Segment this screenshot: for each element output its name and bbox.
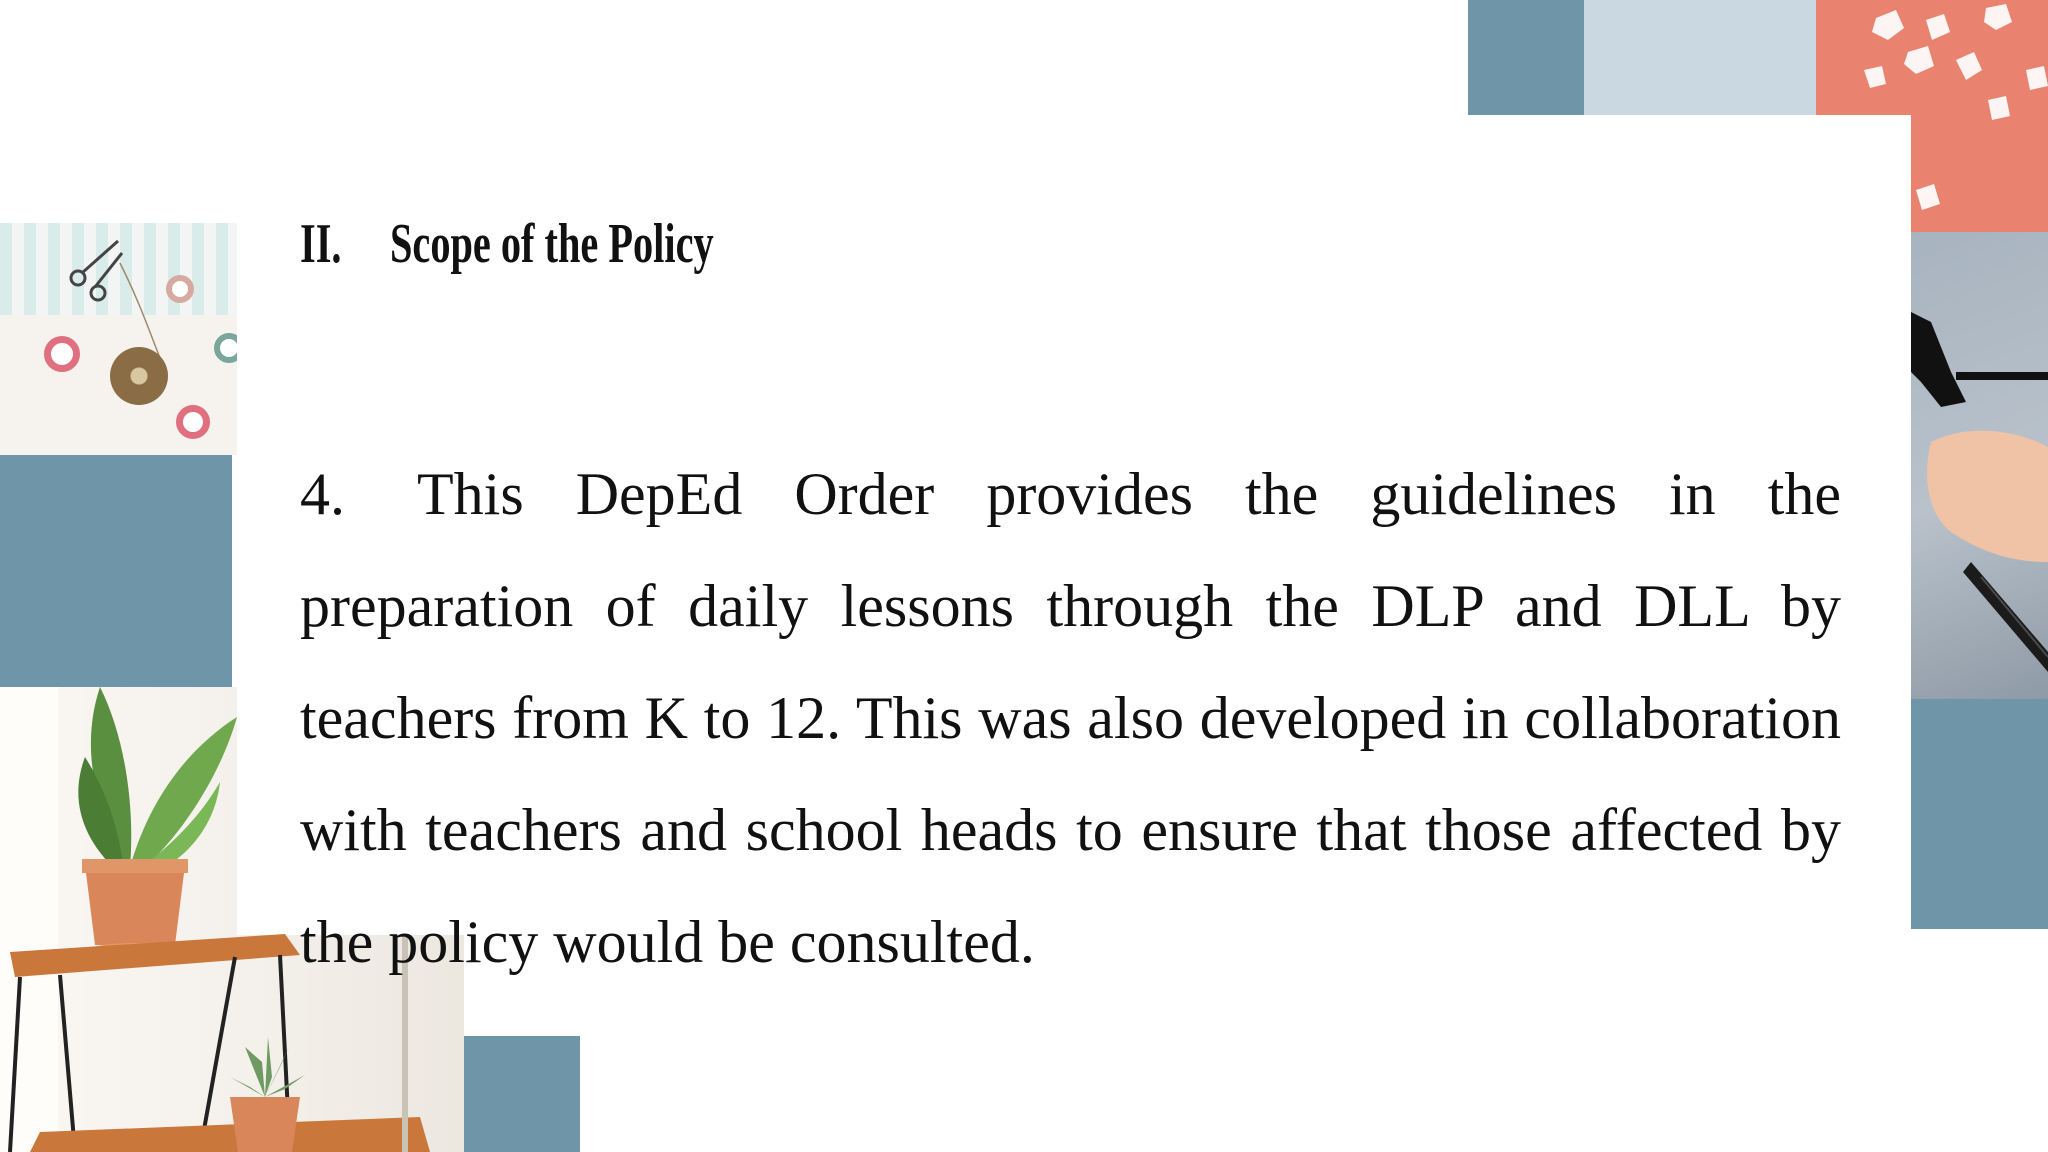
tape-roll [214,333,237,363]
glasses-hand-photo [1911,232,2048,699]
decor-block-right-blue [1911,699,2048,929]
policy-paragraph [300,438,1841,998]
decor-block-left-blue [0,455,232,687]
tape-roll [44,336,80,372]
section-title: Scope of the Policy [390,213,714,275]
paragraph-text: This DepEd Order provides the guidelines in the preparation of daily lessons through the DLP and DLL by teachers from K to 12. This was also developed in collaboration with teachers and school heads to ensure that those affected by the policy would be consulted. [300,461,1841,975]
section-number: II. [300,213,342,275]
paragraph-number: 4. [300,461,345,527]
section-heading [300,212,714,276]
twine-spool [110,347,168,405]
tape-roll [176,405,210,439]
tape-roll [166,275,194,303]
decor-block-bottom-blue [464,1036,580,1152]
decor-block-top-blue [1468,0,1584,115]
decor-block-top-lightblue [1584,0,1816,115]
craft-tape-photo [0,223,237,455]
